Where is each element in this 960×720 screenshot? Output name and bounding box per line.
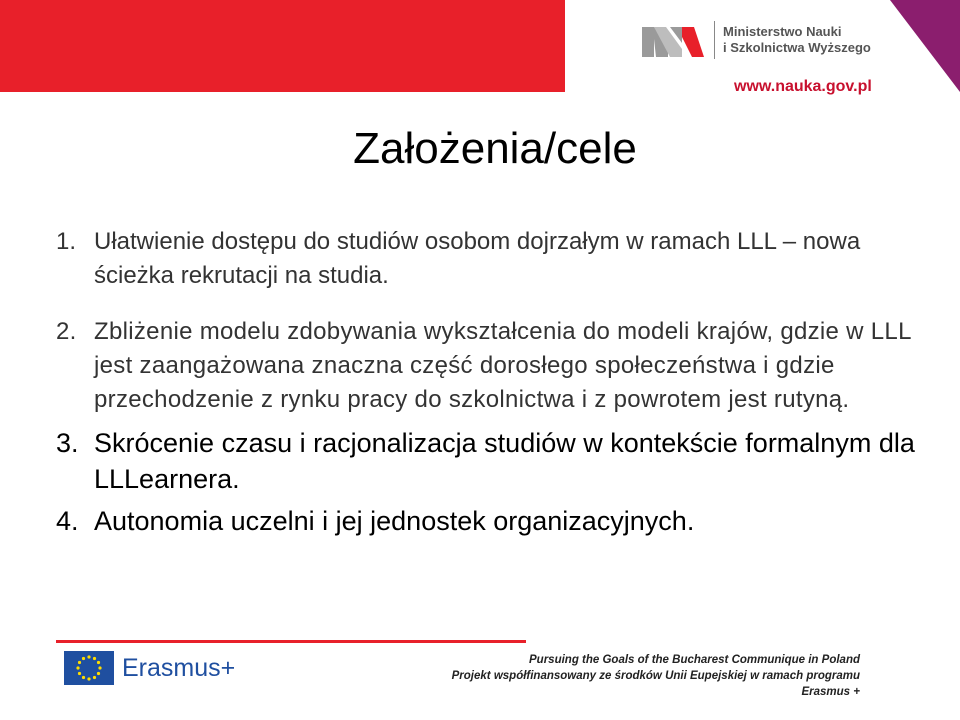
ministry-divider	[714, 21, 715, 59]
goal-number: 4.	[56, 506, 79, 536]
ministry-name-line2: i Szkolnictwa Wyższego	[723, 40, 871, 55]
footer-line-2: Projekt współfinansowany ze środków Unii Eupejskiej w ramach programu Erasmus +	[451, 670, 860, 698]
eu-flag-icon	[64, 651, 114, 685]
footer-credits	[420, 652, 860, 700]
ministry-url-link[interactable]: www.nauka.gov.pl	[734, 78, 872, 95]
goal-number: 2.	[56, 318, 77, 345]
goal-number: 1.	[56, 228, 77, 255]
ministry-mark-icon	[642, 23, 704, 57]
goal-item	[56, 225, 916, 293]
goal-item	[56, 503, 916, 539]
header-red-bar	[0, 0, 565, 92]
goal-text: Zbliżenie modelu zdobywania wykształcenia do modeli krajów, gdzie w LLL jest zaangażowana znaczna część dorosłego społeczeństwa i gdzie przechodzenie z rynku pracy do szkolnictwa i z powrotem jest rutyną.	[94, 318, 911, 413]
goal-item	[56, 315, 916, 417]
ministry-name-line1: Ministerstwo Nauki	[723, 24, 842, 39]
slide-title: Założenia/cele	[353, 124, 637, 173]
goal-text: Autonomia uczelni i jej jednostek organizacyjnych.	[94, 506, 695, 536]
erasmus-logo	[64, 651, 235, 685]
header-purple-corner	[890, 0, 960, 92]
goal-text: Ułatwienie dostępu do studiów osobom dojrzałym w ramach LLL – nowa ścieżka rekrutacji na studia.	[94, 228, 861, 289]
footer-line-1: Pursuing the Goals of the Bucharest Communique in Poland	[529, 654, 860, 666]
ministry-name	[723, 24, 871, 56]
goal-item	[56, 425, 916, 497]
ministry-logo	[642, 20, 871, 60]
goals-list	[56, 225, 916, 539]
footer-divider	[56, 640, 526, 643]
goal-number: 3.	[56, 428, 79, 458]
goal-text: Skrócenie czasu i racjonalizacja studiów w kontekście formalnym dla LLLearnera.	[94, 428, 915, 494]
erasmus-label: Erasmus+	[122, 653, 236, 682]
